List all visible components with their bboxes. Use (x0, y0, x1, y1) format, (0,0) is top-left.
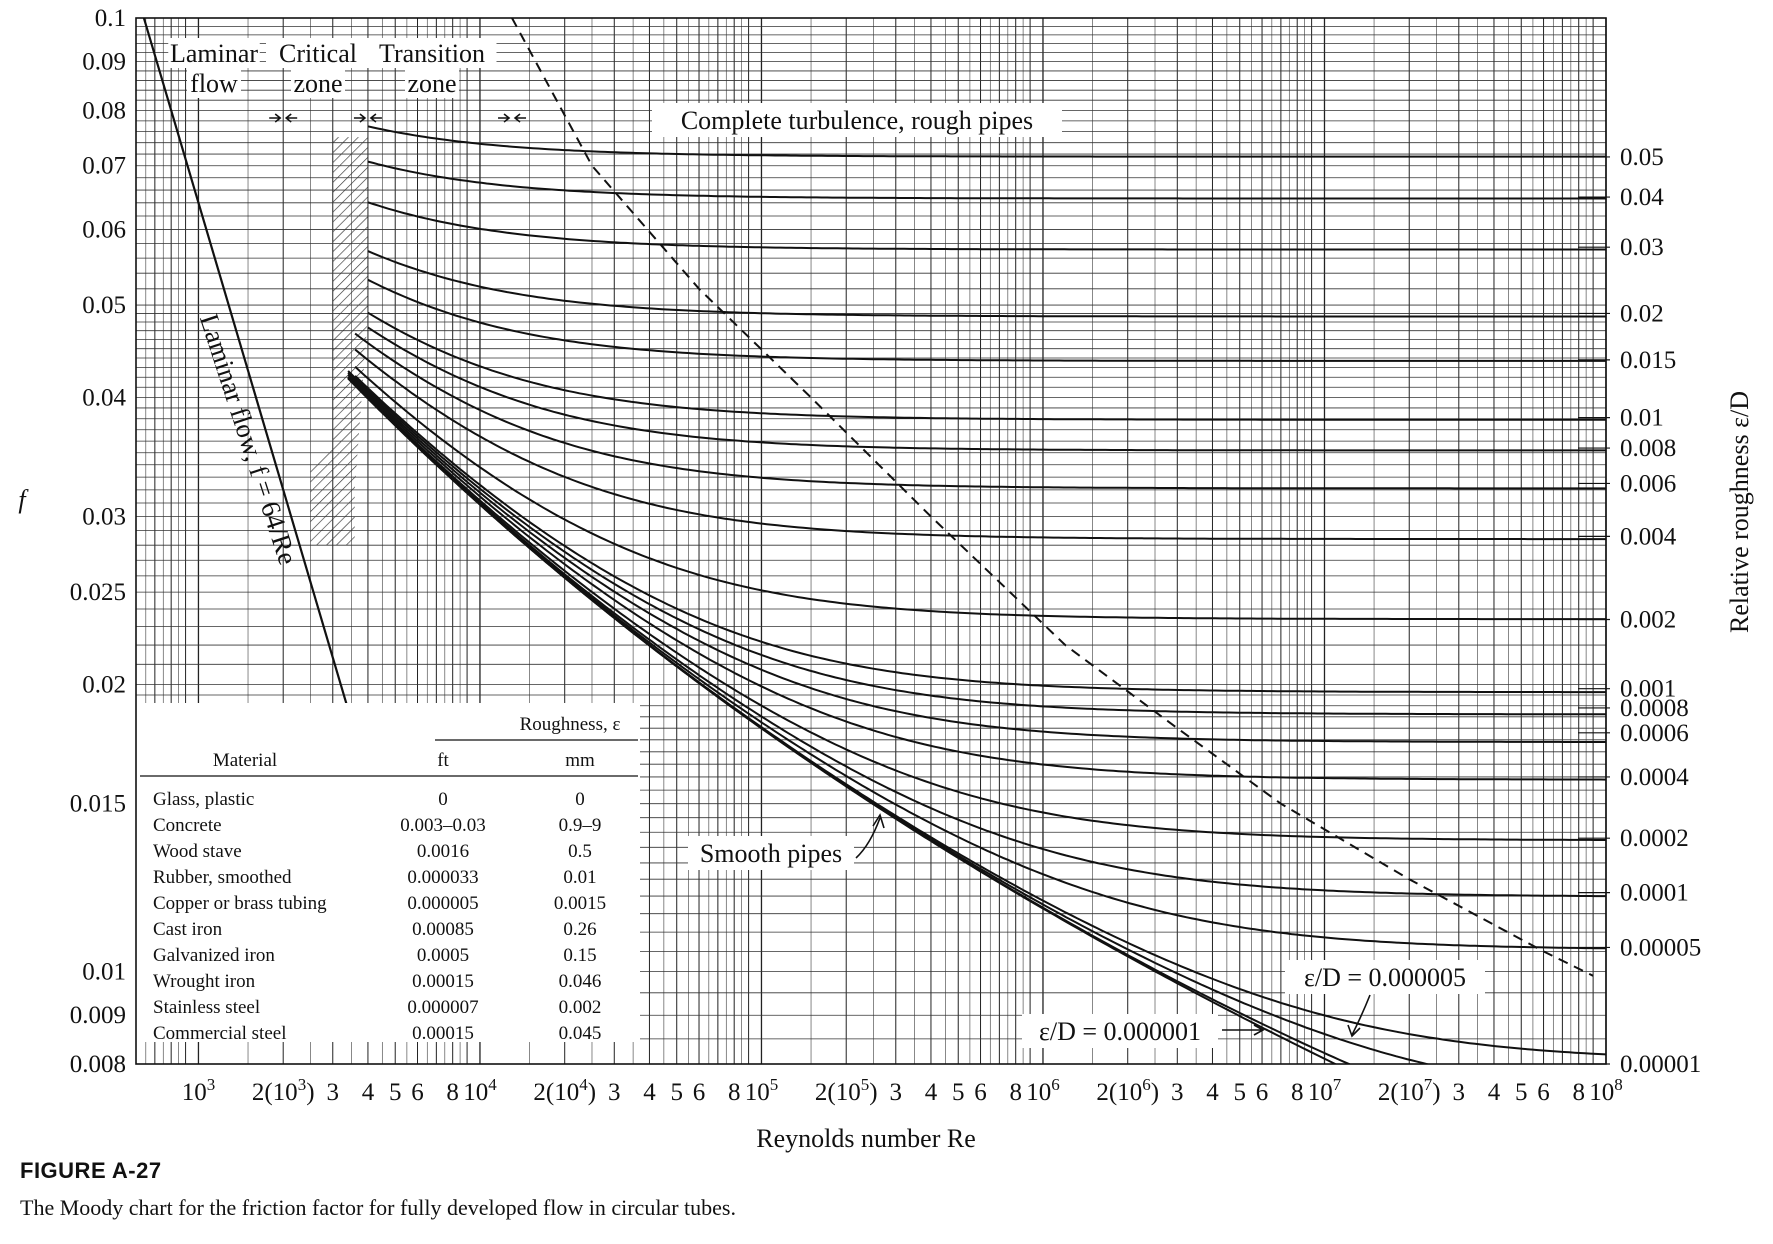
x-tick-label: 4 (361, 1079, 375, 1106)
table-cell-ft: 0.00015 (412, 971, 474, 992)
x-tick-label: 6 (1537, 1079, 1550, 1106)
table-cell-material: Glass, plastic (153, 789, 255, 810)
transition-zone-label: zone (407, 69, 457, 98)
y-tick-label: 0.1 (94, 5, 126, 32)
x-tick-label: $10^5$ (744, 1075, 779, 1106)
x-tick-label: 6 (974, 1079, 987, 1106)
table-col-header: mm (565, 750, 595, 771)
x-tick-label: $2(10^6)$ (1096, 1075, 1160, 1106)
curve-0.02 (368, 251, 1606, 316)
x-tick-label: 3 (608, 1079, 621, 1106)
figure-caption: The Moody chart for the friction factor for fully developed flow in circular tubes. (20, 1195, 736, 1220)
x-tick-label: $10^8$ (1589, 1075, 1623, 1106)
x-tick-label: $10^6$ (1026, 1075, 1060, 1106)
ed-000001-label: ε/D = 0.000001 (1038, 1017, 1202, 1046)
right-axis-label: 0.015 (1620, 346, 1677, 374)
y-tick-label: 0.025 (69, 579, 126, 607)
roughness-table (136, 703, 640, 1044)
table-cell-mm: 0.002 (558, 997, 602, 1018)
table-col-header: Material (212, 750, 278, 771)
table-cell-material: Cast iron (153, 919, 223, 940)
table-cell-material: Galvanized iron (153, 945, 275, 966)
x-tick-label: $2(10^5)$ (814, 1075, 878, 1106)
x-tick-label: 6 (411, 1079, 424, 1106)
right-axis-label: 0.00005 (1620, 934, 1702, 962)
smooth-pipes-label: Smooth pipes (699, 839, 843, 868)
table-cell-material: Stainless steel (153, 997, 261, 1018)
right-axis-label: 0.0004 (1620, 763, 1689, 791)
x-tick-label: 4 (643, 1079, 656, 1106)
curve-0.0006 (348, 373, 1606, 742)
x-axis-title: Reynolds number Re (756, 1124, 976, 1153)
x-tick-label: $2(10^4)$ (533, 1075, 597, 1106)
table-cell-material: Wood stave (153, 841, 242, 862)
x-tick-label: 6 (692, 1079, 706, 1106)
table-cell-material: Wrought iron (153, 971, 256, 992)
right-axis-label: 0.008 (1620, 435, 1677, 463)
x-tick-label: $2(10^3)$ (251, 1075, 315, 1106)
x-tick-label: 5 (388, 1079, 402, 1106)
right-axis-label: 0.0008 (1620, 694, 1689, 722)
table-cell-mm: 0.9–9 (558, 815, 602, 836)
y-tick-label: 0.07 (82, 152, 126, 180)
table-cell-ft: 0.000007 (407, 997, 479, 1018)
x-tick-label: 4 (1206, 1079, 1219, 1106)
table-cell-material: Rubber, smoothed (153, 867, 292, 888)
right-axis-label: 0.00001 (1620, 1051, 1702, 1078)
figure-label: FIGURE A-27 (20, 1158, 162, 1183)
right-axis-label: 0.0006 (1620, 719, 1689, 747)
table-cell-mm: 0.045 (558, 1023, 602, 1044)
x-tick-label: 8 (1290, 1079, 1304, 1106)
curve-0.008 (368, 327, 1606, 450)
complete-turbulence-label: Complete turbulence, rough pipes (680, 106, 1034, 135)
smooth-pipes-arrow (856, 815, 884, 858)
curve-0.03 (368, 202, 1606, 249)
table-cell-material: Commercial steel (153, 1023, 287, 1044)
y-tick-label: 0.015 (69, 790, 126, 818)
y-tick-label: 0.02 (82, 671, 126, 699)
table-cell-material: Concrete (153, 815, 222, 836)
right-axis-label: 0.05 (1620, 143, 1664, 171)
y-tick-label: 0.05 (82, 292, 126, 320)
x-tick-label: 4 (1487, 1079, 1501, 1106)
table-cell-mm: 0.26 (563, 919, 597, 940)
x-tick-label: 3 (1171, 1079, 1184, 1106)
right-axis-label: 0.01 (1620, 404, 1664, 432)
right-axis-label: 0.004 (1620, 523, 1677, 551)
table-cell-mm: 0.5 (568, 841, 592, 862)
x-tick-label: 5 (670, 1079, 683, 1106)
right-axis-label: 0.001 (1620, 675, 1677, 703)
table-cell-mm: 0.15 (563, 945, 597, 966)
x-tick-label: $10^7$ (1307, 1075, 1342, 1106)
table-cell-ft: 0.003–0.03 (400, 815, 486, 836)
critical-zone-label: Critical (279, 39, 357, 68)
right-axis-label: 0.03 (1620, 234, 1664, 262)
x-tick-label: 8 (1572, 1079, 1585, 1106)
table-cell-ft: 0.000033 (407, 867, 479, 888)
x-tick-label: 3 (326, 1079, 340, 1106)
x-tick-label: 8 (727, 1079, 741, 1106)
y-tick-label: 0.03 (82, 503, 126, 531)
y-axis-title: f (18, 485, 26, 514)
critical-zone-label: zone (293, 69, 343, 98)
ed-000001-arrow (1222, 1025, 1263, 1035)
table-cell-material: Copper or brass tubing (153, 893, 327, 914)
x-tick-label: 5 (1515, 1079, 1528, 1106)
y-tick-label: 0.08 (82, 97, 126, 125)
x-tick-label: 6 (1255, 1079, 1269, 1106)
table-cell-ft: 0.000005 (407, 893, 479, 914)
right-axis-label: 0.0002 (1620, 825, 1689, 853)
table-cell-ft: 0.00015 (412, 1023, 474, 1044)
laminar-flow-label: Laminar flow, f = 64/Re (193, 310, 304, 569)
table-cell-mm: 0.0015 (553, 893, 607, 914)
y-tick-label: 0.04 (82, 384, 126, 412)
transition-zone-label: Transition (379, 39, 485, 68)
right-axis-title: Relative roughness ε/D (1725, 391, 1754, 633)
y-tick-label: 0.06 (82, 216, 126, 244)
table-cell-ft: 0.00085 (412, 919, 474, 940)
table-cell-mm: 0.01 (563, 867, 597, 888)
y-tick-label: 0.009 (69, 1002, 126, 1030)
x-tick-label: $10^4$ (463, 1075, 497, 1106)
right-axis-label: 0.02 (1620, 300, 1664, 328)
right-axis-label: 0.002 (1620, 606, 1677, 634)
critical-zone-hatch-area (310, 137, 367, 545)
table-cell-ft: 0.0005 (416, 945, 470, 966)
x-tick-label: 5 (1233, 1079, 1246, 1106)
x-tick-label: 8 (1009, 1079, 1022, 1106)
right-axis-label: 0.006 (1620, 470, 1677, 498)
x-tick-label: 5 (951, 1079, 965, 1106)
laminar-zone-label: Laminar (169, 39, 259, 68)
critical-zone-hatch (310, 137, 367, 545)
x-tick-label: 8 (446, 1079, 459, 1106)
table-cell-mm: 0.046 (558, 971, 602, 992)
table-col-header: ft (437, 750, 449, 771)
x-tick-label: $2(10^7)$ (1377, 1075, 1441, 1106)
table-cell-ft: 0.0016 (416, 841, 470, 862)
table-cell-mm: 0 (575, 789, 585, 810)
y-tick-label: 0.008 (69, 1051, 126, 1078)
table-cell-ft: 0 (438, 789, 448, 810)
curve-0.01 (368, 313, 1606, 420)
right-axis-label: 0.04 (1620, 184, 1664, 212)
x-tick-label: 3 (1452, 1079, 1466, 1106)
right-axis-label: 0.0001 (1620, 879, 1689, 907)
x-tick-label: 4 (924, 1079, 938, 1106)
table-group-header: Roughness, ε (519, 714, 621, 735)
x-tick-label: 3 (889, 1079, 903, 1106)
curve-0.04 (368, 162, 1606, 199)
x-tick-label: $10^3$ (181, 1075, 216, 1106)
y-tick-label: 0.01 (82, 958, 126, 986)
laminar-zone-label: flow (190, 69, 238, 98)
y-tick-label: 0.09 (82, 48, 126, 76)
ed-000005-label: ε/D = 0.000005 (1303, 963, 1467, 992)
